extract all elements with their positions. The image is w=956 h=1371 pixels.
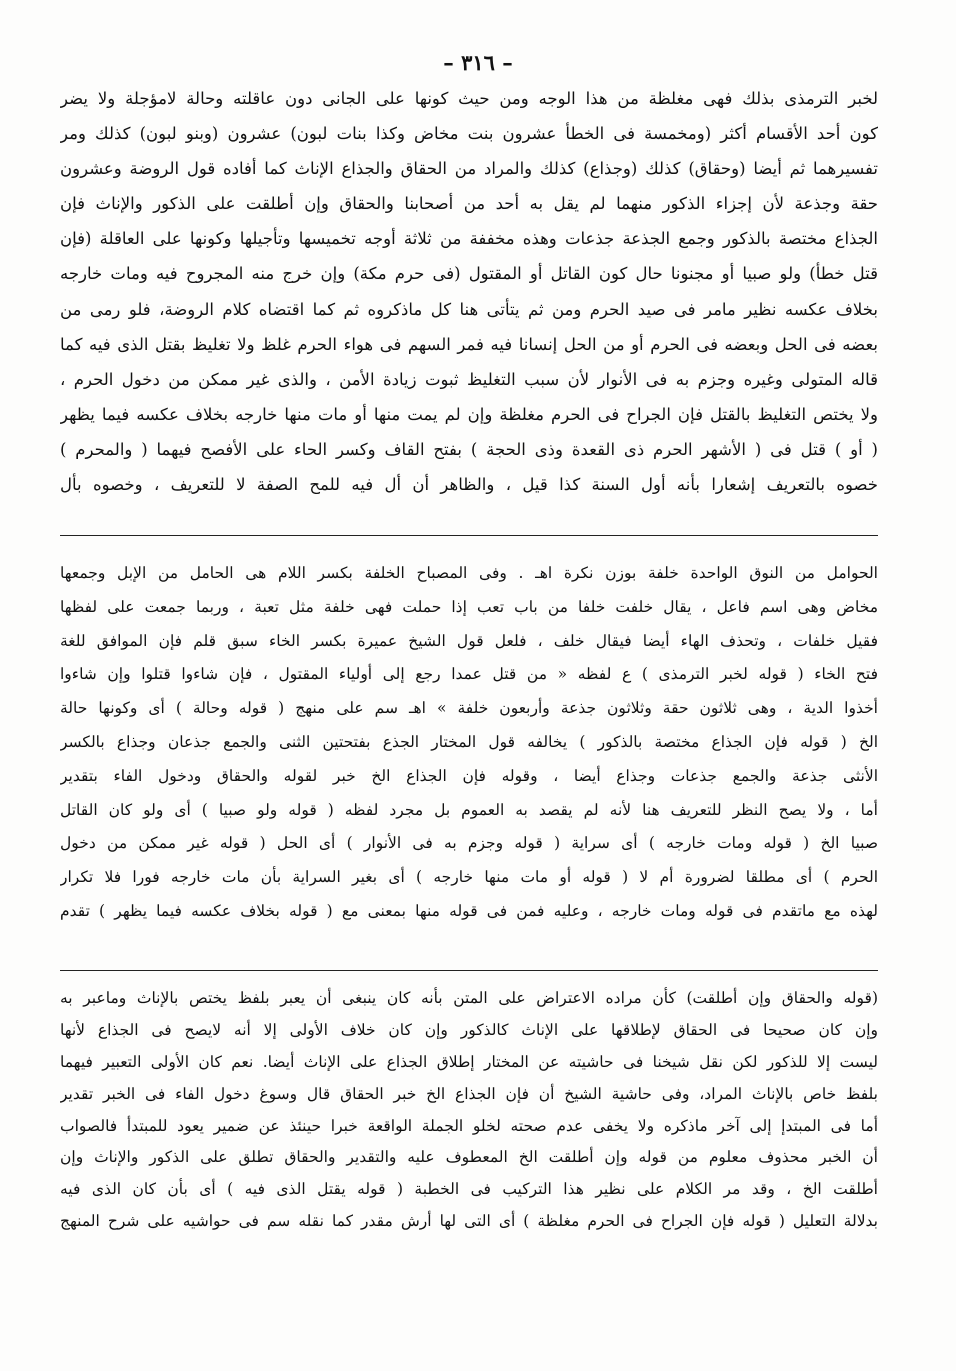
footnote-line: وإن كان صحيحا فى الحقاق لإطلاقها على الإناث كالذكور وإن كان خلاف الأولى إلا أنه لايصح فى الجذاع لأنها xyxy=(60,1020,878,1039)
main-text xyxy=(60,81,878,502)
footnote-line: الخ ( قوله فإن الجذاع مختصة بالذكور ) يخالفه قول المختار الجذع بفتحتين الثنى والجمع جذعان وجذاع بالكسر xyxy=(60,732,878,751)
main-text-line: تفسيرهما ثم أيضا (وحقاق) كذلك (وجذاع) كذلك والمراد من الحقاق والجذاع الإناث كما أفاده قول الروضة وعشرون xyxy=(60,159,878,179)
main-text-line: ولا يختص التغليظ بالقتل فإن الجراح فى الحرم مغلظة وإن لم يمت منها أو مات منها خارجه بخلاف عكسه فيما يظهر xyxy=(60,404,878,424)
footnote-line: أما ، ولا يصح النظر للتعريف هنا لأنه لم يقصد به العموم بل مجرد لفظه ( قوله ولو صبيا ) أى ولو كان القاتل xyxy=(60,800,878,819)
footnote-line: لهذه مع ماتقدم فى قوله ومات خارجه ، وعليه فمن فى قوله منها بمعنى مع ( قوله بخلاف عكسه فيما يظهر ) تقدم xyxy=(60,901,878,920)
main-text-line: لخبر الترمذى بذلك فهى مغلظة من هذا الوجه ومن حيث كونها على الجانى دون عاقلته وحالة لامؤجلة ولا يضر xyxy=(60,89,878,108)
separator-rule xyxy=(60,970,878,971)
footnote-commentary-2 xyxy=(60,983,878,1238)
footnote-line: ليست إلا للذكور لكن نقل شيخنا فى حاشيته عن المختار إطلاق الجذاع على الإناث أيضا. نعم كان الأولى التعبير فيهما xyxy=(60,1052,878,1071)
footnote-line: الحرم ) أى مطلقا لضرورة أم لا ( قوله أو مات منها خارجه ) أى بغير السراية بأن مات خارجه فورا فلا تكرار xyxy=(60,868,878,887)
footnote-line: فقيل خلفات ، وتحذف الهاء أيضا فيقال خلف ، فلعل قول الشيخ عميرة بكسر الخاء سبق قلم فإن الموافق للغة xyxy=(60,631,878,650)
main-text-line: قاله المتولى وغيره وجزم به فى الأنوار لأن سبب التغليظ ثبوت زيادة الأمن ، والذى غير ممكن من دخول الحرم ، xyxy=(60,369,878,389)
footnote-line: صبيا الخ ( قوله ومات خارجه ) أى سراية ( قوله وجزم به فى الأنوار ) أى الحل ( قوله غير ممكن من دخول xyxy=(60,834,878,853)
footnote-line: فتح الخاء ( قوله لخبر الترمذى ) ع لفظه « من قتل عمدا رجع إلى أولياء المقتول ، فإن شاءوا قتلوا وإن شاءوا xyxy=(60,665,878,684)
footnote-line: الأنثى جذعة والجمع جذعات وجذاع أيضا ، وقوله فإن الجذاع الخ خبر لقوله والحقاق ودخول الفاء بتقدير xyxy=(60,766,878,785)
footnote-line: أخذوا الدية ، وهى ثلاثون حقة وثلاثون جذعة وأربعون خلفة » اهـ سم على منهج ( قوله وحالة ) أى وكونها حالة xyxy=(60,699,878,718)
main-text-line: الجذاع مختصة بالذكور وجمع الجذعة جذعات وهذه مخففة من ثلاثة أوجه تخميسها وتأجيلها وكونها على العاقلة (فإن xyxy=(60,229,878,249)
page-number: – ٣١٦ – xyxy=(443,50,513,75)
main-text-line: بعضه فى الحل وبعضه فى الحرم أو من الحل إنسانا فيه فمر السهم فى هواء الحرم غلظ ولا تغليظ بقتل الذى فيه كما xyxy=(60,334,878,354)
footnote-line: أن الخبر محذوف معلوم من قوله وإن أطلقت الخ المعطوف عليه والتقدير والحقاق تطلق على الذكور والإناث وإن xyxy=(60,1148,878,1167)
footnote-line: (قوله والحقاق وإن أطلقت) كأن مراده الاعتراض على المتن بأنه كان ينبغى أن يعبر بلفظ يختص بالإناث وماعبر به xyxy=(60,989,878,1007)
separator-rule xyxy=(60,535,878,536)
footnote-commentary-1 xyxy=(60,557,878,929)
footnote-line: مخاض وهى اسم فاعل ، يقال خلفت خلفا من باب تعب إذا حملت فهى خلفة مثل تعبة ، وربما جمعت على لفظها xyxy=(60,597,878,616)
footnote-line: بلفظ خاص بالإناث المراد، وفى حاشية الشيخ أن فإن الجذاع الخ خبر الحقاق قال وسوغ دخول الفاء فى الخبر تقدير xyxy=(60,1084,878,1103)
main-text-line: قتل خطأ) ولو صبيا أو مجنونا حال كون القاتل أو المقتول (فى حرم مكة) وإن خرج منه المجروح فيه ومات خارجه xyxy=(60,264,878,284)
main-text-line: كون أحد الأقسام أكثر (ومخمسة فى الخطأ عشرون بنت مخاض وكذا بنات لبون) عشرون (وبنو لبون) كذلك ومر xyxy=(60,124,878,144)
main-text-line: بخلاف عكسه نظير مامر فى صيد الحرم ومن ثم يتأتى هنا كل ماذكروه ثم كما اقتضاه كلام الروضة، فلو رمى من xyxy=(60,299,878,319)
main-text-line: خصوه بالتعريف إشعارا بأنه أول السنة كذا قيل ، والظاهر أن أل فيه للمح الصفة لا للتعريف ، وخصوه بأل xyxy=(60,475,878,495)
footnote-line: بدلالة التعليل ( قوله فإن الجراح فى الحرم مغلظة ) أى التى لها أرش مقدر كما نقله سم فى حواشيه على شرح المنهج xyxy=(60,1212,878,1231)
footnote-line: الحوامل من النوق الواحدة خلفة بوزن نكرة اهـ . وفى المصباح الخلفة بكسر اللام هى الحامل من الإبل وجمعها xyxy=(60,564,878,582)
footnote-line: أطلقت الخ ، وقد مر الكلام على نظير هذا التركيب فى الخطبة ( قوله يقتل الذى فيه ) أى بأن كان الذى فيه xyxy=(60,1180,878,1199)
main-text-line: حقة وجذعة لأن إجزاء الذكور منهما لم يقل به أحد من أصحابنا والحقاق وإن أطلقت على الذكور والإناث فإن xyxy=(60,194,878,214)
footnote-line: أما فى المبتدإ إلى آخر ماذكره ولا يخفى عدم صحته لخلو الجملة الواقعة خبرا حينئذ عن ضمير يعود للمبتدأ فالصواب xyxy=(60,1116,878,1135)
main-text-line: ( أو ) قتل فى ( الأشهر الحرم ذى القعدة وذى الحجة ) بفتح القاف وكسر الحاء على الأفصح فيهما ( والمحرم ) xyxy=(60,439,878,459)
